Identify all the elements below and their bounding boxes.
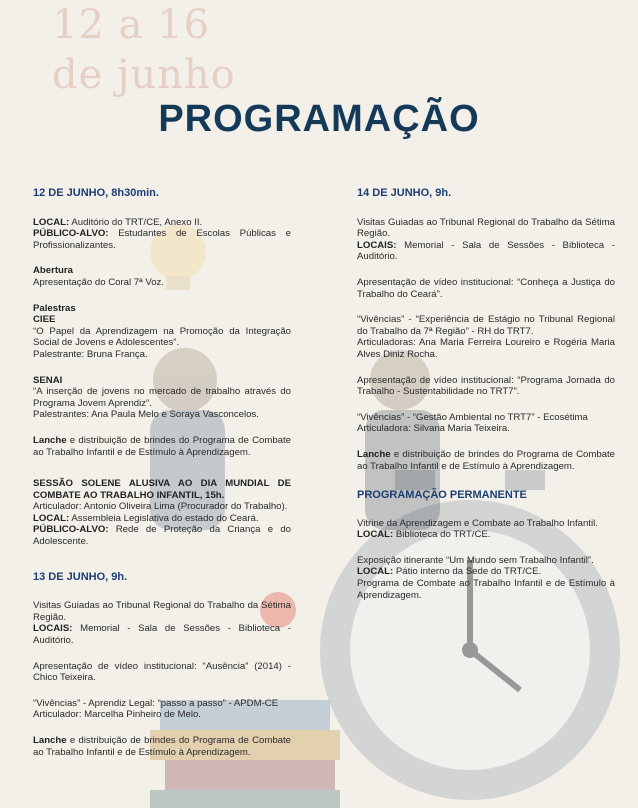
day13-vivencias: “Vivências” - Aprendiz Legal: “passo a passo” - APDM-CE	[33, 697, 279, 709]
permanente-heading: PROGRAMAÇÃO PERMANENTE	[357, 489, 527, 502]
day14-video1: Apresentação de vídeo institucional: “Conheça a Justiça do Trabalho do Ceará”.	[357, 276, 615, 300]
vitrine-local-label: LOCAL:	[357, 529, 394, 541]
sessao-publico-value: Rede de Proteção da Criança e do Adolescente.	[33, 524, 291, 548]
palestras-label: Palestras	[33, 302, 76, 314]
day14-viv2: “Vivências” - “Gestão Ambiental no TRT7” - Ecosétima	[357, 411, 588, 423]
left-column	[33, 188, 291, 772]
day14-viv1: “Vivências” - “Experiência de Estágio no Tribunal Regional do Trabalho da 7ª Região” - RH do TRT7.	[357, 314, 615, 337]
day14-heading: 14 DE JUNHO, 9h.	[357, 187, 452, 199]
day14-viv2-block	[357, 412, 615, 435]
day13-locais-value: Memorial - Sala de Sessões - Biblioteca - Auditório.	[33, 623, 291, 647]
day13-video: Apresentação de vídeo institucional: “Ausência” (2014) - Chico Teixeira.	[33, 660, 291, 684]
sessao-articulador: Articulador: Antonio Oliveira Lima (Procurador do Trabalho).	[33, 501, 288, 513]
sessao-block	[33, 478, 291, 548]
day12-local-value: Auditório do TRT/CE, Anexo II.	[69, 216, 203, 228]
ciee-speaker: Palestrante: Bruna França.	[33, 348, 148, 360]
expo-local-value: Pátio interno da Sede do TRT/CE.	[393, 566, 542, 578]
sessao-publico-label: PÚBLICO-ALVO:	[33, 524, 109, 536]
day12-lanche-block	[33, 435, 291, 458]
vitrine-text: Vitrine da Aprendizagem e Combate ao Trabalho Infantil.	[357, 517, 598, 529]
day13-visitas: Visitas Guiadas ao Tribunal Regional do Trabalho da Sétima Região.	[33, 600, 291, 623]
day14-lanche-label: Lanche	[357, 448, 391, 460]
day13-visitas-block	[33, 600, 291, 646]
day14-visitas: Visitas Guiadas ao Tribunal Regional do Trabalho da Sétima Região.	[357, 216, 615, 240]
day13-lanche-text: e distribuição de brindes do Programa de Combate ao Trabalho Infantil e de Estímulo à Aprendizagem.	[33, 735, 291, 758]
day12-publico-label: PÚBLICO-ALVO:	[33, 228, 109, 240]
day13-locais-label: LOCAIS:	[33, 623, 73, 635]
day14-viv1-block	[357, 314, 615, 360]
abertura-label: Abertura	[33, 265, 73, 277]
expo-programa: Programa de Combate ao Trabalho Infantil e de Estímulo à Aprendizagem.	[357, 578, 615, 601]
sessao-local-value: Assembleia Legislativa do estado do Ceará.	[69, 512, 259, 524]
day14-lanche-text: e distribuição de brindes do Programa de Combate ao Trabalho Infantil e de Estímulo à Aprendizagem.	[357, 448, 615, 472]
day12-local-label: LOCAL:	[33, 216, 70, 228]
event-dates-line2: de junho	[52, 52, 236, 98]
day14-visitas-block	[357, 217, 615, 263]
expo-block	[357, 555, 615, 601]
day14-video2: Apresentação de vídeo institucional: “Programa Jornada do Trabalho - Sustentabilidade no TRT7”.	[357, 374, 615, 398]
day12-heading: 12 DE JUNHO, 8h30min.	[33, 187, 159, 199]
palestras-block	[33, 303, 291, 361]
day14-viv1-articuladoras: Articuladoras: Ana Maria Ferreira Loureiro e Rogéria Maria Alves Diniz Rocha.	[357, 337, 615, 360]
event-dates-line1: 12 a 16	[52, 2, 211, 48]
day12-local-block	[33, 217, 291, 252]
abertura-text: Apresentação do Coral 7ª Voz.	[33, 276, 165, 288]
day13-lanche-block	[33, 735, 291, 758]
expo-text: Exposição itinerante “Um Mundo sem Trabalho Infantil”.	[357, 554, 594, 566]
senai-label: SENAI	[33, 374, 63, 386]
day14-viv2-articuladora: Articuladora: Silvana Maria Teixeira.	[357, 423, 510, 435]
day14-lanche-block	[357, 449, 615, 472]
sessao-local-label: LOCAL:	[33, 512, 70, 524]
day14-locais-value: Memorial - Sala de Sessões - Biblioteca - Auditório.	[357, 239, 615, 263]
day13-lanche-label: Lanche	[33, 735, 67, 746]
senai-speakers: Palestrantes: Ana Paula Melo e Soraya Vasconcelos.	[33, 409, 259, 421]
vitrine-local-value: Biblioteca do TRT/CE.	[393, 529, 491, 541]
day13-vivencias-block	[33, 698, 291, 721]
page-title: PROGRAMAÇÃO	[158, 98, 480, 140]
event-dates	[52, 0, 252, 100]
day12-lanche-label: Lanche	[33, 434, 67, 446]
ciee-text: “O Papel da Aprendizagem na Promoção da Integração Social de Jovens e Adolescentes”.	[33, 325, 291, 349]
day12-abertura-block	[33, 265, 291, 288]
sessao-label: SESSÃO SOLENE ALUSIVA AO DIA MUNDIAL DE COMBATE AO TRABALHO INFANTIL, 15h.	[33, 478, 291, 501]
expo-local-label: LOCAL:	[357, 566, 394, 578]
day14-locais-label: LOCAIS:	[357, 239, 397, 251]
senai-text: “A inserção de jovens no mercado de trabalho através do Programa Jovem Aprendiz”.	[33, 386, 291, 409]
vitrine-block	[357, 518, 615, 541]
day13-heading: 13 DE JUNHO, 9h.	[33, 570, 128, 583]
right-column	[357, 188, 615, 615]
day12-publico-value: Estudantes de Escolas Públicas e Profissionalizantes.	[33, 228, 291, 251]
day13-articulador: Articulador: Marcelha Pinheiro de Melo.	[33, 709, 201, 721]
day12-lanche-text: e distribuição de brindes do Programa de Combate ao Trabalho Infantil e de Estímulo à Aprendizagem.	[33, 434, 291, 458]
senai-block	[33, 375, 291, 421]
ciee-label: CIEE	[33, 314, 56, 326]
